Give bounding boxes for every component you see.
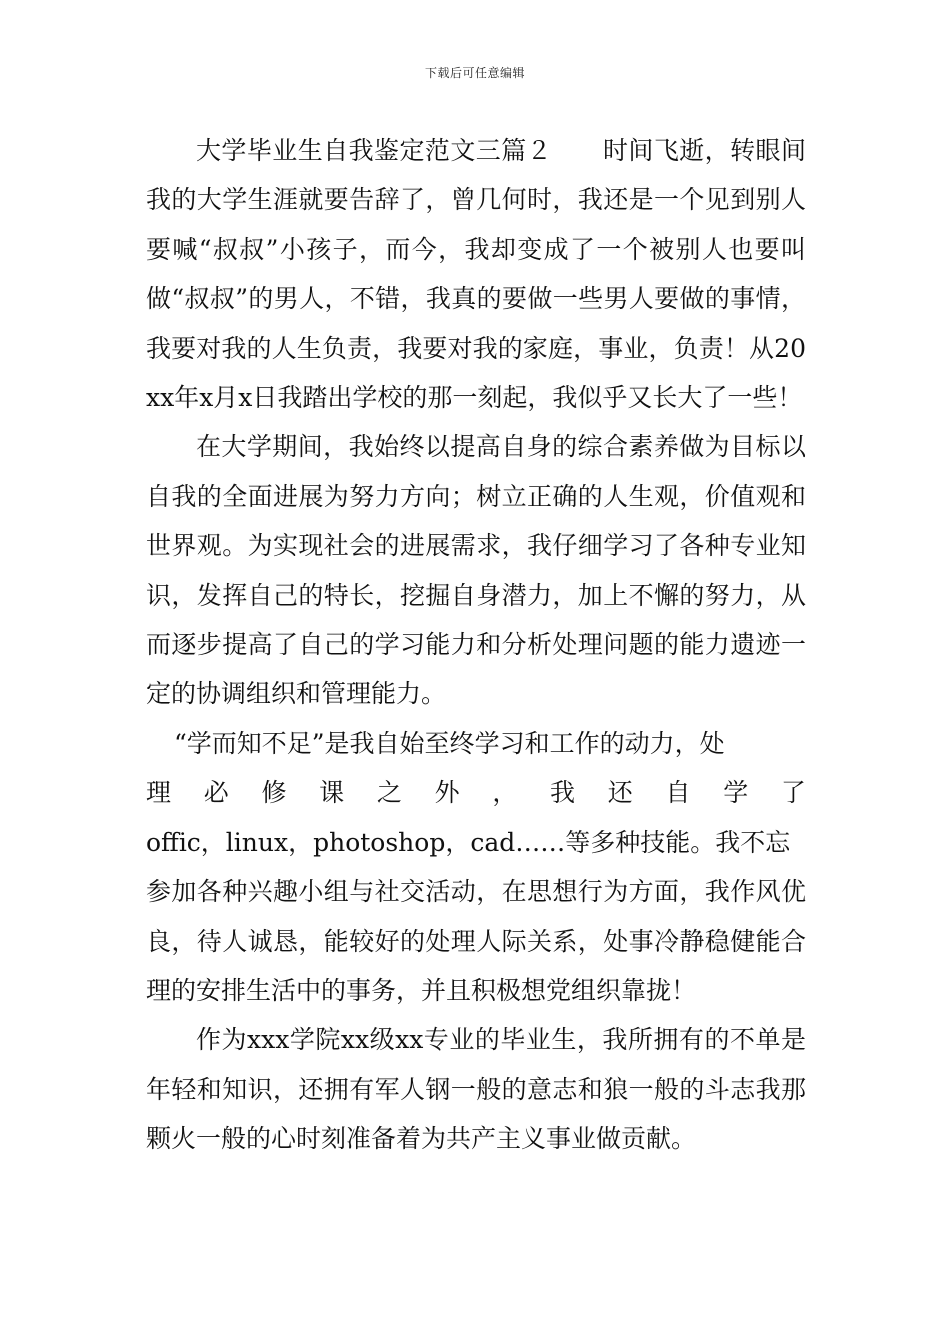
paragraph-3 bbox=[146, 719, 806, 1015]
spread-char: 必 bbox=[203, 778, 229, 808]
spread-char: 还 bbox=[607, 778, 633, 808]
spread-char: 课 bbox=[319, 778, 345, 808]
spread-char: 了 bbox=[780, 778, 806, 808]
paragraph-1: 大学毕业生自我鉴定范文三篇２ 时间飞逝，转眼间我的大学生涯就要告辞了，曾几何时，我还是一个见到别人要喊“叔叔”小孩子，而今，我却变成了一个被别人也要叫做“叔叔”的男人，不错，我真的要做一些男人要做的事情，我要对我的人生负责，我要对我的家庭，事业，负责！从20xx年x月x日我踏出学校的那一刻起，我似乎又长大了一些！ bbox=[146, 136, 806, 413]
page-header-note: 下载后可任意编辑 bbox=[424, 66, 525, 80]
paragraph-2: 在大学期间，我始终以提高自身的综合素养做为目标以自我的全面进展为努力方向；树立正确的人生观，价值观和世界观。为实现社会的进展需求，我仔细学习了各种专业知识，发挥自己的特长，挖掘自身潜力，加上不懈的努力，从而逐步提高了自己的学习能力和分析处理问题的能力遗迹一定的协调组织和管理能力。 bbox=[146, 432, 806, 709]
document-body bbox=[146, 126, 806, 1164]
paragraph-3-line-3: offic，linux，photoshop，cad……等多种技能。我不忘 bbox=[146, 827, 791, 857]
spread-char: 理 bbox=[146, 778, 172, 808]
paragraph-3-line-1: “学而知不足”是我自始至终学习和工作的动力，处 bbox=[174, 728, 725, 758]
spread-char: ， bbox=[492, 778, 518, 808]
paragraph-3-line-2 bbox=[146, 768, 806, 817]
spread-char: 自 bbox=[665, 778, 691, 808]
spread-char: 之 bbox=[376, 778, 402, 808]
paragraph-4: 作为xxx学院xx级xx专业的毕业生，我所拥有的不单是年轻和知识，还拥有军人钢一般的意志和狼一般的斗志我那颗火一般的心时刻准备着为共产主义事业做贡献。 bbox=[146, 1025, 806, 1154]
spread-char: 学 bbox=[723, 778, 749, 808]
spread-char: 修 bbox=[261, 778, 287, 808]
paragraph-3-rest: 参加各种兴趣小组与社交活动，在思想行为方面，我作风优良，待人诚恳，能较好的处理人际关系，处事冷静稳健能合理的安排生活中的事务，并且积极想党组织靠拢！ bbox=[146, 877, 806, 1005]
spread-char: 我 bbox=[550, 778, 576, 808]
spread-char: 外 bbox=[434, 778, 460, 808]
